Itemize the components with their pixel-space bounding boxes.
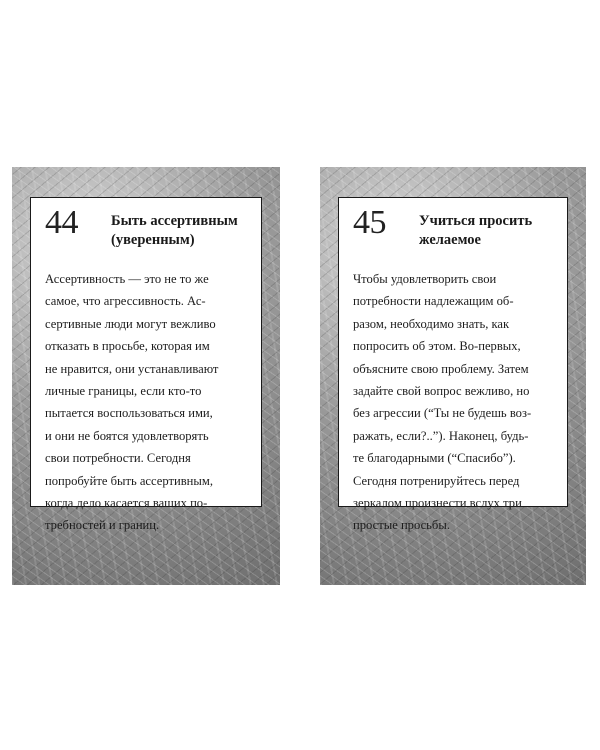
card-number: 45 xyxy=(353,204,386,241)
body-line: пытается воспользоваться ими, xyxy=(45,406,213,421)
body-line: те благодарными (“Спасибо”). xyxy=(353,451,516,466)
body-line: Ассертивность — это не то же xyxy=(45,272,209,286)
card-face xyxy=(30,197,262,533)
body-line: когда дело касается ваших по- xyxy=(45,496,208,511)
card-title xyxy=(111,212,251,250)
card-title xyxy=(419,212,557,250)
body-line: попросить об этом. Во-первых, xyxy=(353,339,521,354)
body-line: без агрессии (“Ты не будешь воз- xyxy=(353,406,532,421)
card-number: 44 xyxy=(45,204,78,241)
body-line: не нравится, они устанавливают xyxy=(45,361,219,376)
body-line: Сегодня потренируйтесь перед xyxy=(353,473,520,488)
body-line: разом, необходимо знать, как xyxy=(353,316,510,331)
body-line: Чтобы удовлетворить свои xyxy=(353,272,497,286)
card-45 xyxy=(320,167,586,585)
card-header xyxy=(353,206,557,264)
body-line: задайте свой вопрос вежливо, но xyxy=(353,384,530,399)
body-line: сертивные люди могут вежливо xyxy=(45,316,216,331)
title-line: (уверенным) xyxy=(111,232,195,248)
title-line: Быть ассертивным xyxy=(111,213,238,229)
body-line: требностей и границ. xyxy=(45,518,160,533)
card-44 xyxy=(12,167,280,585)
body-line: потребности надлежащим об- xyxy=(353,294,514,309)
card-body xyxy=(45,268,251,537)
body-line: свои потребности. Сегодня xyxy=(45,451,191,466)
card-face xyxy=(338,197,568,533)
body-line: попробуйте быть ассертивным, xyxy=(45,473,213,488)
body-line: простые просьбы. xyxy=(353,518,450,533)
body-line: и они не боятся удовлетворять xyxy=(45,428,209,443)
title-line: Учиться просить xyxy=(419,213,533,229)
card-body xyxy=(353,268,557,537)
body-line: самое, что агрессивность. Ас- xyxy=(45,294,206,309)
card-header xyxy=(45,206,251,264)
body-line: отказать в просьбе, которая им xyxy=(45,339,210,354)
body-line: ражать, если?..”). Наконец, будь- xyxy=(353,428,529,443)
body-line: зеркалом произнести вслух три xyxy=(353,496,522,511)
body-line: объясните свою проблему. Затем xyxy=(353,361,529,376)
body-line: личные границы, если кто-то xyxy=(45,384,202,399)
title-line: желаемое xyxy=(419,232,481,248)
